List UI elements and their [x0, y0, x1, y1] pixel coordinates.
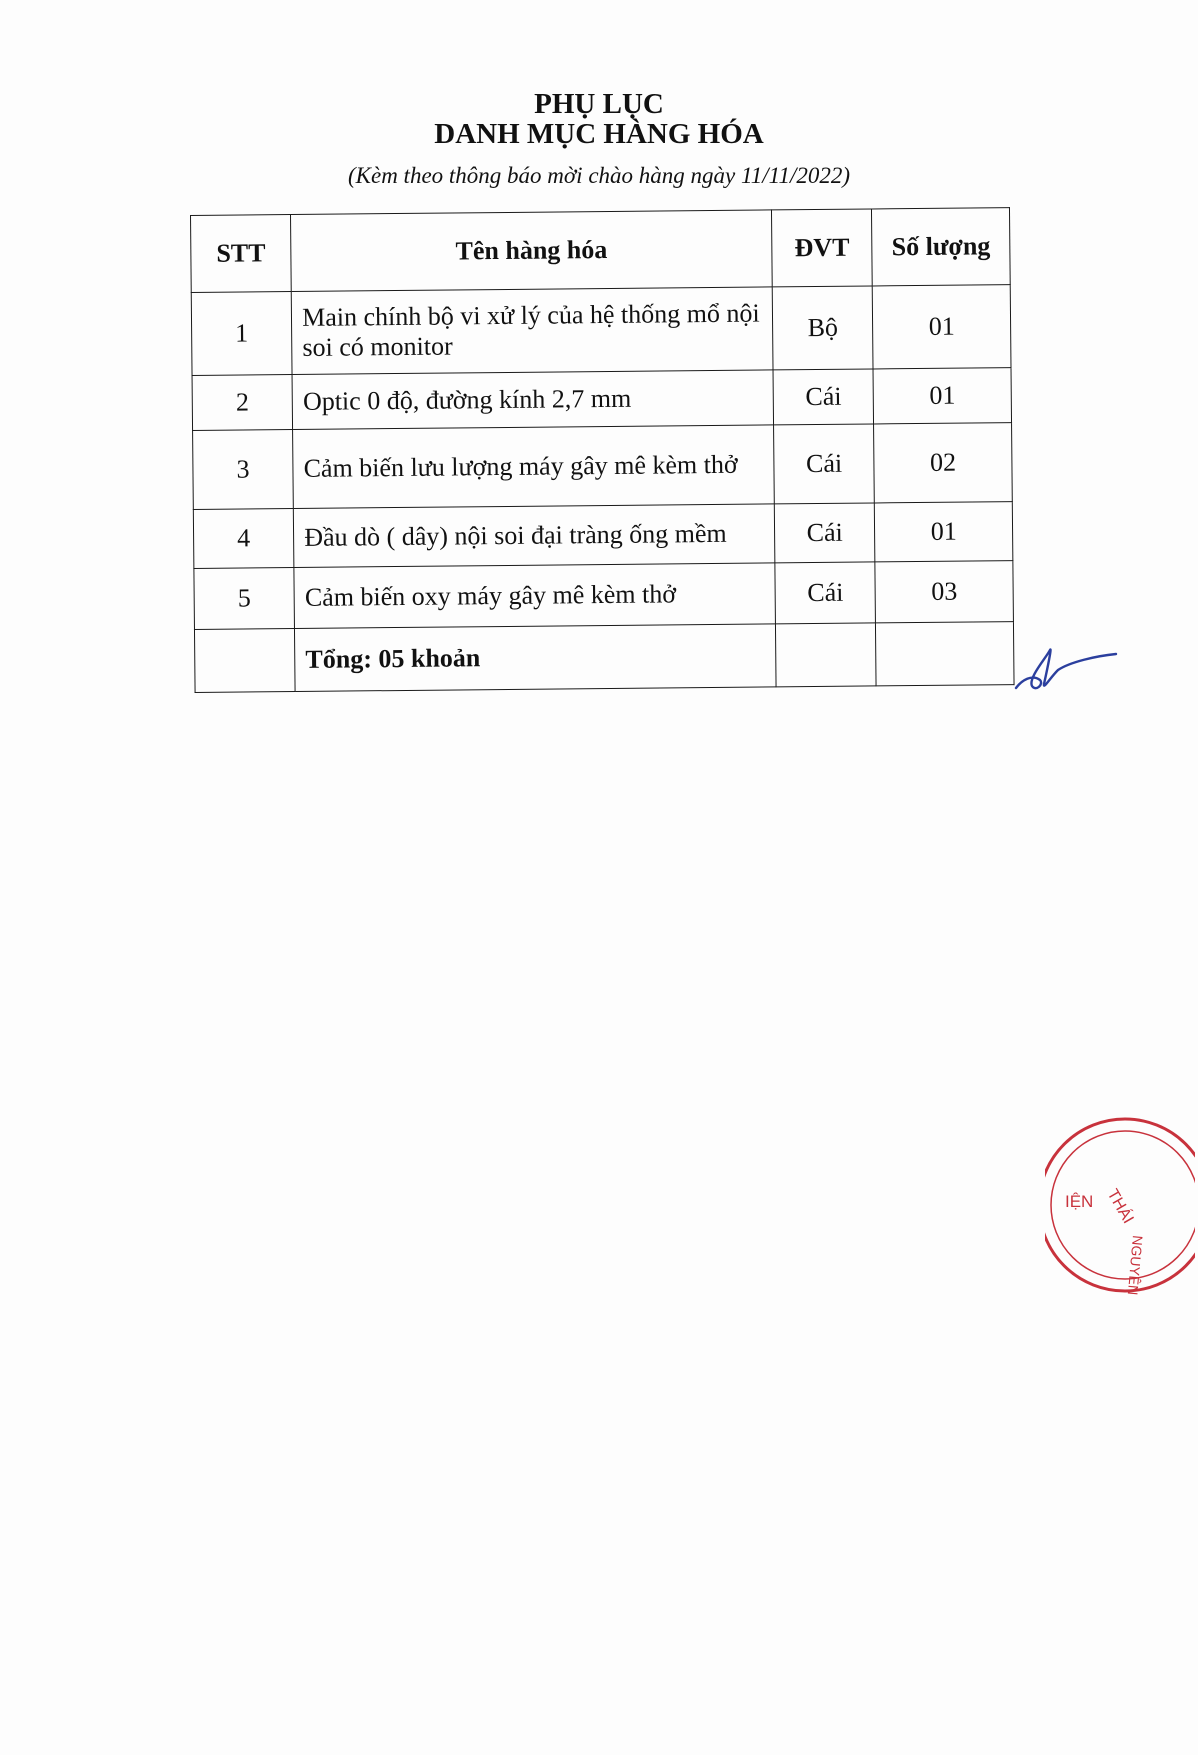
cell-empty [775, 623, 876, 687]
cell-stt: 5 [194, 568, 295, 630]
cell-empty [876, 622, 1014, 686]
goods-list-title: DANH MỤC HÀNG HÓA [434, 118, 764, 150]
header-unit: ĐVT [772, 209, 873, 287]
appendix-title: PHỤ LỤC [534, 88, 664, 120]
table-header-row [191, 208, 1011, 293]
table-row [193, 502, 1013, 569]
cell-qty: 01 [875, 502, 1013, 562]
svg-text:THÁI: THÁI [1103, 1186, 1137, 1227]
cell-name: Main chính bộ vi xử lý của hệ thống mổ nội soi có monitor [291, 287, 773, 375]
goods-table [190, 207, 1015, 693]
svg-text:IỆN: IỆN [1065, 1192, 1094, 1211]
cell-unit: Cái [774, 503, 875, 563]
document-subtitle: (Kèm theo thông báo mời chào hàng ngày 11/11/2022) [347, 163, 851, 188]
cell-name: Cảm biến lưu lượng máy gây mê kèm thở [293, 425, 775, 509]
header-stt: STT [191, 215, 292, 293]
cell-name: Optic 0 độ, đường kính 2,7 mm [292, 370, 773, 430]
table-row [193, 423, 1013, 510]
cell-name: Cảm biến oxy máy gây mê kèm thở [294, 563, 775, 629]
cell-qty: 02 [874, 423, 1012, 503]
cell-qty: 01 [873, 368, 1011, 424]
header-qty: Số lượng [872, 208, 1010, 286]
cell-stt: 3 [193, 430, 294, 510]
cell-unit: Cái [774, 424, 875, 504]
table-total-row [194, 622, 1014, 693]
signature-mark [1010, 640, 1120, 700]
table-row [192, 368, 1011, 431]
cell-empty [194, 629, 295, 693]
table-row [194, 561, 1014, 630]
svg-text:NGUYÊN: NGUYÊN [1124, 1234, 1146, 1296]
red-stamp [1045, 1095, 1195, 1315]
header-name: Tên hàng hóa [291, 210, 773, 292]
cell-unit: Bộ [772, 286, 873, 370]
table-row [191, 285, 1011, 376]
total-label: Tổng: 05 khoản [295, 624, 776, 692]
cell-unit: Cái [773, 369, 874, 425]
cell-stt: 4 [193, 509, 294, 569]
cell-name: Đầu dò ( dây) nội soi đại tràng ống mềm [294, 504, 775, 568]
cell-qty: 03 [875, 561, 1013, 623]
cell-qty: 01 [873, 285, 1011, 369]
cell-stt: 1 [191, 292, 292, 376]
cell-stt: 2 [192, 375, 293, 431]
cell-unit: Cái [775, 562, 876, 624]
